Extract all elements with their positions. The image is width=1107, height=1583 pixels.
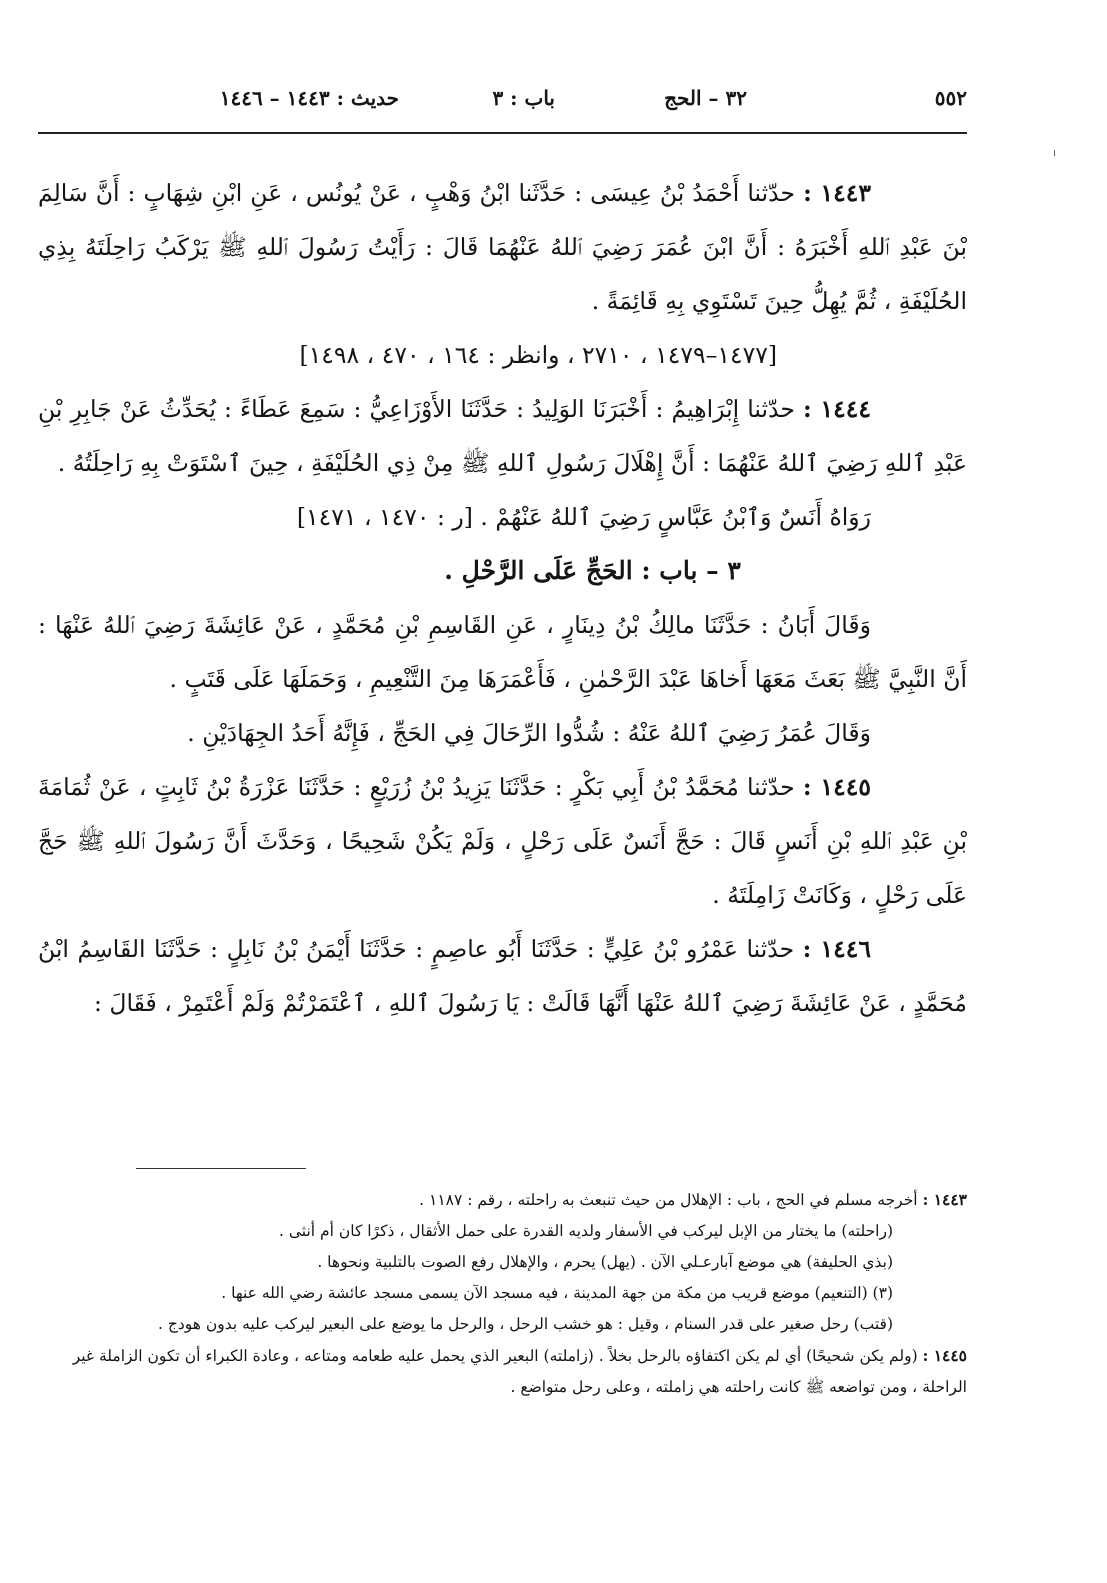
footnote-tanim: (٣) (التنعيم) موضع قريب من مكة من جهة المدينة ، فيه مسجد الآن يسمى مسجد عائشة رضي الله عنها . [221,1284,893,1302]
page-number: ٥٥٢ [934,86,967,110]
header-divider [38,132,967,134]
hadith-1446 [38,922,967,1030]
riwaya-note: رَوَاهُ أَنَسٌ وَٱبْنُ عَبَّاسٍ رَضِيَ ٱللهُ عَنْهُمْ . [ر : ١٤٧٠ ، ١٤٧١] [296,503,871,531]
footnote-hulayfa: (بذي الحليفة) هي موضع آبارعـلي الآن . (يهل) يحرم ، والإهلال رفع الصوت بالتلبية ونحوها . [317,1253,893,1271]
footnote-1443 [38,1184,967,1216]
hadith-number: ١٤٤٣ : [803,179,871,207]
footnote-text: (ولم يكن شحيحًا) أي لم يكن اكتفاؤه بالرحل بخلاً . (زاملته) البعير الذي يحمل عليه طعامه ومتاعه ، وعادة الكبراء أن تكون الزاملة غير الراحلة ، ومن تواضعه ﷺ كانت راحلته هي زاملته ، وعلى رحل متواضع . [72,1347,967,1396]
margin-mark [1054,150,1055,156]
hadith-text: حدّثنا عَمْرُو بْنُ عَلِيٍّ : حَدَّثَنَا أَبُو عاصِمٍ : حَدَّثَنَا أَيْمَنُ بْنُ نَابِلٍ : حَدَّثَنَا القَاسِمُ ابْنُ مُحَمَّدٍ ، عَنْ عَائِشَةَ رَضِيَ ٱللهُ عَنْهَا أَنَّهَا قَالَتْ : يَا رَسُولَ ٱللهِ ، ٱعْتَمَرْتُمْ وَلَمْ أَعْتَمِرْ ، فَقَالَ : [38,935,967,1017]
chapter-label: باب : ٣ [492,86,555,110]
hadith-text: حدّثنا أَحْمَدُ بْنُ عِيسَى : حَدَّثَنا ابْنُ وَهْبٍ ، عَنْ يُونُس ، عَنِ ابْنِ شِهَابٍ : أَنَّ سَالِمَ بْنَ عَبْدِ ٱللهِ أَخْبَرَهُ : أَنَّ ابْنَ عُمَرَ رَضِيَ ٱللهُ عَنْهُمَا قَالَ : رَأَيْتُ رَسُولَ ٱللهِ ﷺ يَرْكَبُ رَاحِلَتَهُ بِذِي الحُلَيْفَةِ ، ثُمَّ يُهِلُّ حِينَ تَسْتَوِي بِهِ قَائِمَةً . [38,179,967,315]
hadith-text: حدّثنا مُحَمَّدُ بْنُ أَبِي بَكْرٍ : حَدَّثَنَا يَزِيدُ بْنُ زُرَيْعٍ : حَدَّثَنَا عَزْرَةُ بْنُ ثَابِتٍ ، عَنْ ثُمَامَةَ بْنِ عَبْدِ ٱللهِ بْنِ أَنَسٍ قَالَ : حَجَّ أَنَسٌ عَلَى رَحْلٍ ، وَلَمْ يَكُنْ شَحِيحًا ، وَحَدَّثَ أَنَّ رَسُولَ ٱللهِ ﷺ حَجَّ عَلَى رَحْلٍ ، وَكَانَتْ زَامِلَتَهُ . [38,773,967,909]
footnote-label: ١٤٤٣ : [922,1190,967,1209]
book-title: ٣٢ – الحج [664,86,747,110]
hadith-number: ١٤٤٥ : [802,773,871,801]
umar-report: وَقَالَ عُمَرُ رَضِيَ ٱللهُ عَنْهُ : شُدُّوا الرِّحَالَ فِي الحَجِّ ، فَإِنَّهُ أَحَدُ الجِهَادَيْنِ . [187,719,871,747]
hadith-1445 [38,760,967,922]
main-text [38,166,967,1030]
hadith-number: ١٤٤٤ : [803,395,871,423]
hadith-text: حدّثنا إِبْرَاهِيمُ : أَخْبَرَنَا الوَلِيدُ : حَدَّثَنَا الأَوْزَاعِيُّ : سَمِعَ عَطَاءً : يُحَدِّثُ عَنْ جَابِرِ بْنِ عَبْدِ ٱللهِ رَضِيَ ٱللهُ عَنْهُمَا : أَنَّ إِهْلَالَ رَسُولِ ٱللهِ ﷺ مِنْ ذِي الحُلَيْفَةِ ، حِينَ ٱسْتَوَتْ بِهِ رَاحِلَتُهُ . [38,395,967,477]
aban-report: وَقَالَ أَبَانُ : حَدَّثَنَا مالِكُ بْنُ دِينَارٍ ، عَنِ القَاسِمِ بْنِ مُحَمَّدٍ ، عَنْ عَائِشَةَ رَضِيَ ٱللهُ عَنْهَا : أَنَّ النَّبِيَّ ﷺ بَعَثَ مَعَهَا أَخاهَا عَبْدَ الرَّحْمٰنِ ، فَأَعْمَرَهَا مِنَ التَّنْعِيمِ ، وَحَمَلَهَا عَلَى قَتَبٍ . [38,611,967,693]
hadith-1443 [38,166,967,328]
cross-references: [١٤٧٧–١٤٧٩ ، ٢٧١٠ ، وانظر : ١٦٤ ، ٤٧٠ ، ١٤٩٨] [299,341,777,369]
hadith-range: حديث : ١٤٤٣ – ١٤٤٦ [219,86,399,110]
footnote-qatab: (قتب) رحل صغير على قدر السنام ، وقيل : هو خشب الرحل ، والرحل ما يوضع على البعير ليركب عليه بدون هودج . [157,1315,893,1333]
footnote-divider [136,1168,306,1169]
hadith-1444 [38,382,967,490]
footnote-text: أخرجه مسلم في الحج ، باب : الإهلال من حيث تنبعث به راحلته ، رقم : ١١٨٧ . [419,1191,918,1209]
chapter-heading: ٣ – باب : الحَجِّ عَلَى الرَّحْلِ . [444,556,741,585]
footnote-rahila: (راحلته) ما يختار من الإبل ليركب في الأسفار ولديه القدرة على حمل الأثقال ، ذكرًا كان أم أنثى . [279,1222,893,1240]
footnote-1445 [38,1340,967,1403]
footnote-label: ١٤٤٥ : [922,1346,967,1365]
footnotes [38,1184,967,1403]
hadith-number: ١٤٤٦ : [802,935,871,963]
